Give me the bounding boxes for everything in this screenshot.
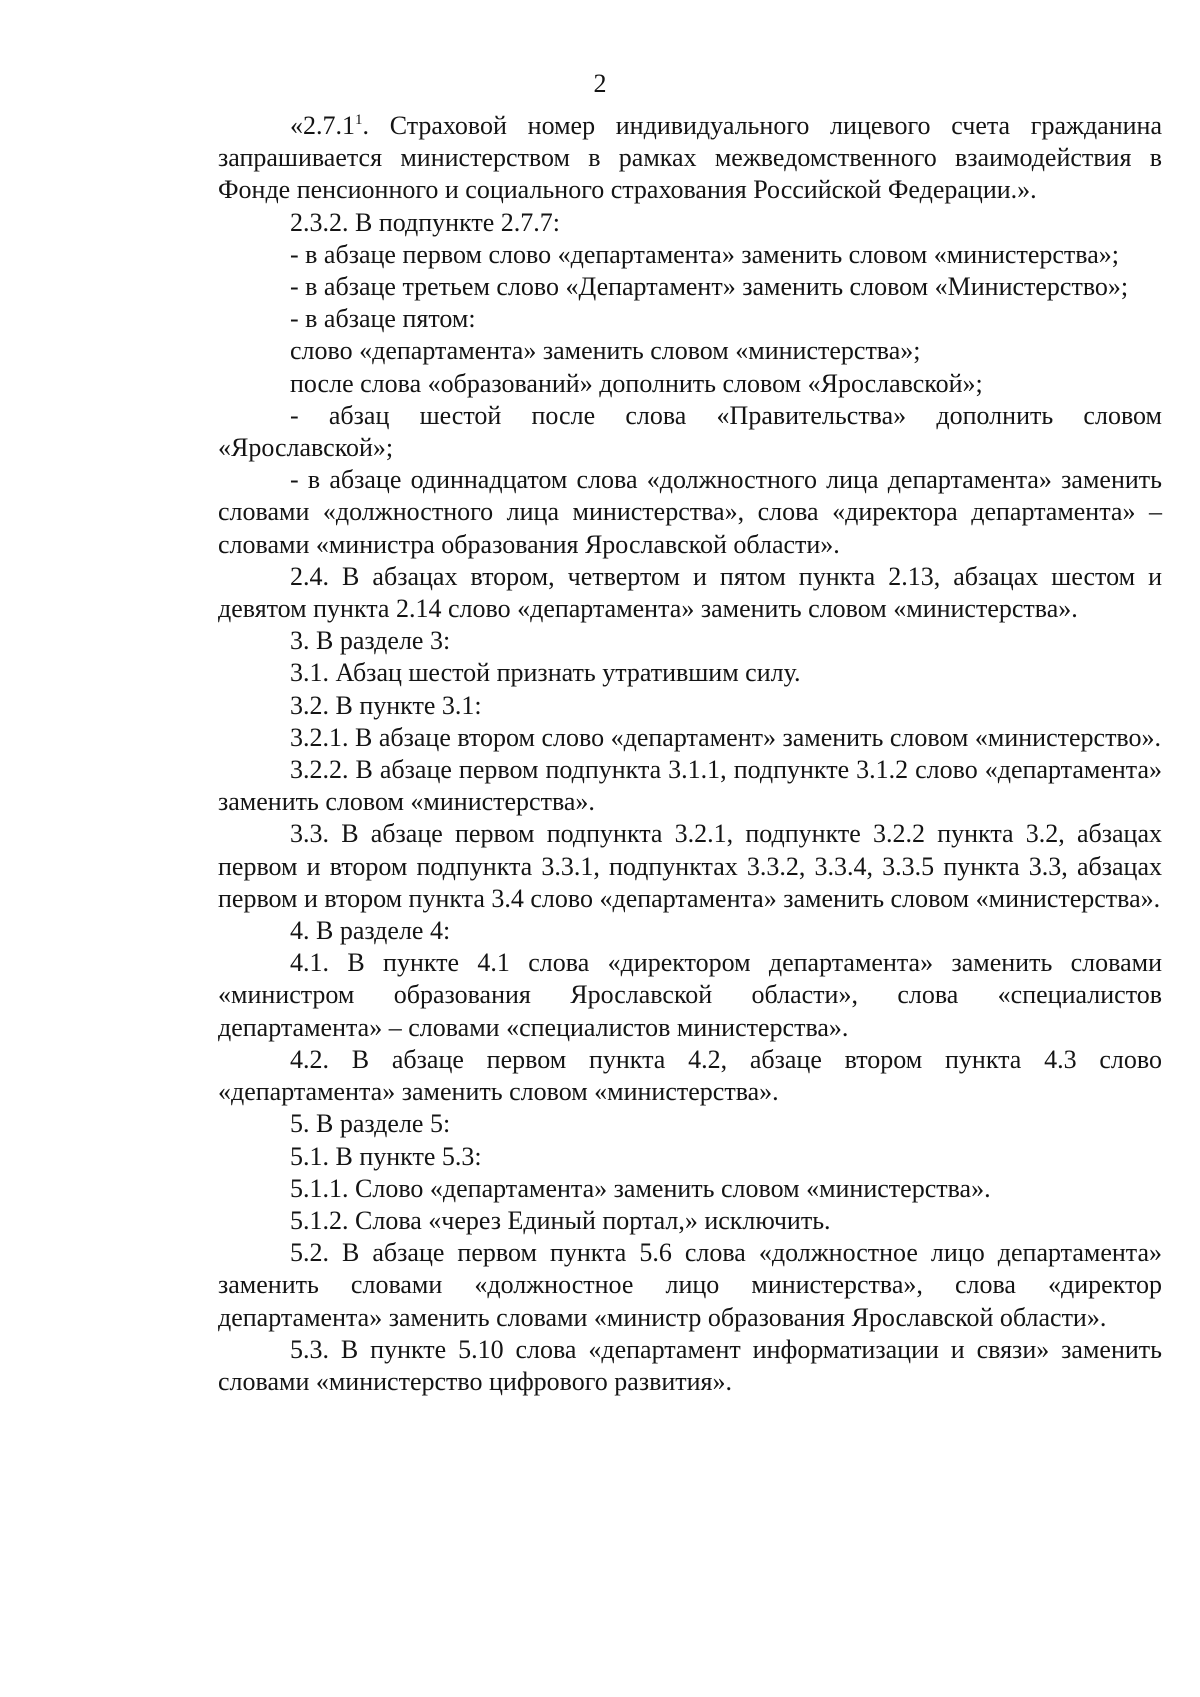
paragraph: 3.2.2. В абзаце первом подпункта 3.1.1, подпункте 3.1.2 слово «департамента» заменить словом «министерства».	[218, 755, 1162, 817]
paragraph: 5.1. В пункте 5.3:	[290, 1141, 482, 1171]
paragraph-2-7-1-1	[218, 110, 1162, 207]
paragraph: 4.1. В пункте 4.1 слова «директором департамента» заменить словами «министром образования Ярославской области», слова «специалистов департамента» – словами «специалистов министерства».	[218, 948, 1162, 1042]
paragraph: 4. В разделе 4:	[290, 916, 451, 946]
paragraph: 3.2.1. В абзаце втором слово «департамент» заменить словом «министерство».	[290, 722, 1162, 752]
paragraph: 3. В разделе 3:	[290, 626, 451, 656]
paragraph: - в абзаце пятом:	[290, 304, 476, 334]
document-body	[218, 110, 1162, 1398]
paragraph-prefix: «2.7.1	[290, 111, 355, 140]
paragraph-text: . Страховой номер индивидуального лицевого счета гражданина запрашивается министерством в рамках межведомственного взаимодействия в Фонде пенсионного и социального страхования Российской Федерации.».	[218, 111, 1162, 205]
paragraph: - в абзаце одиннадцатом слова «должностного лица департамента» заменить словами «должностного лица министерства», слова «директора департамента» – словами «министра образования Ярославской области».	[218, 465, 1162, 559]
paragraph: - абзац шестой после слова «Правительства» дополнить словом «Ярославской»;	[218, 400, 1162, 463]
paragraph: - в абзаце третьем слово «Департамент» заменить словом «Министерство»;	[290, 272, 1129, 302]
paragraph: 5.1.2. Слова «через Единый портал,» исключить.	[290, 1205, 831, 1235]
paragraph: слово «департамента» заменить словом «министерства»;	[290, 336, 921, 366]
paragraph: 5.2. В абзаце первом пункта 5.6 слова «должностное лицо департамента» заменить словами «должностное лицо министерства», слова «директор департамента» заменить словами «министр образования Ярославской области».	[218, 1238, 1162, 1332]
paragraph: 4.2. В абзаце первом пункта 4.2, абзаце втором пункта 4.3 слово «департамента» заменить словом «министерства».	[218, 1044, 1162, 1107]
paragraph: после слова «образований» дополнить словом «Ярославской»;	[290, 368, 983, 398]
paragraph: 2.3.2. В подпункте 2.7.7:	[290, 207, 560, 237]
paragraph: 3.1. Абзац шестой признать утратившим силу.	[290, 658, 801, 688]
paragraph: 3.3. В абзаце первом подпункта 3.2.1, подпункте 3.2.2 пункта 3.2, абзацах первом и втором подпункта 3.3.1, подпунктах 3.3.2, 3.3.4, 3.3.5 пункта 3.3, абзацах первом и втором пункта 3.4 слово «департамента» заменить словом «министерства».	[218, 819, 1162, 913]
superscript-index: 1	[355, 112, 363, 128]
page-number: 2	[593, 69, 607, 98]
paragraph: 5. В разделе 5:	[290, 1109, 451, 1139]
paragraph: 3.2. В пункте 3.1:	[290, 690, 482, 720]
paragraph: - в абзаце первом слово «департамента» заменить словом «министерства»;	[290, 239, 1119, 269]
paragraph: 2.4. В абзацах втором, четвертом и пятом пункта 2.13, абзацах шестом и девятом пункта 2.14 слово «департамента» заменить словом «министерства».	[218, 561, 1162, 624]
paragraph: 5.1.1. Слово «департамента» заменить словом «министерства».	[290, 1173, 991, 1203]
paragraph: 5.3. В пункте 5.10 слова «департамент информатизации и связи» заменить словами «министерство цифрового развития».	[218, 1334, 1162, 1396]
